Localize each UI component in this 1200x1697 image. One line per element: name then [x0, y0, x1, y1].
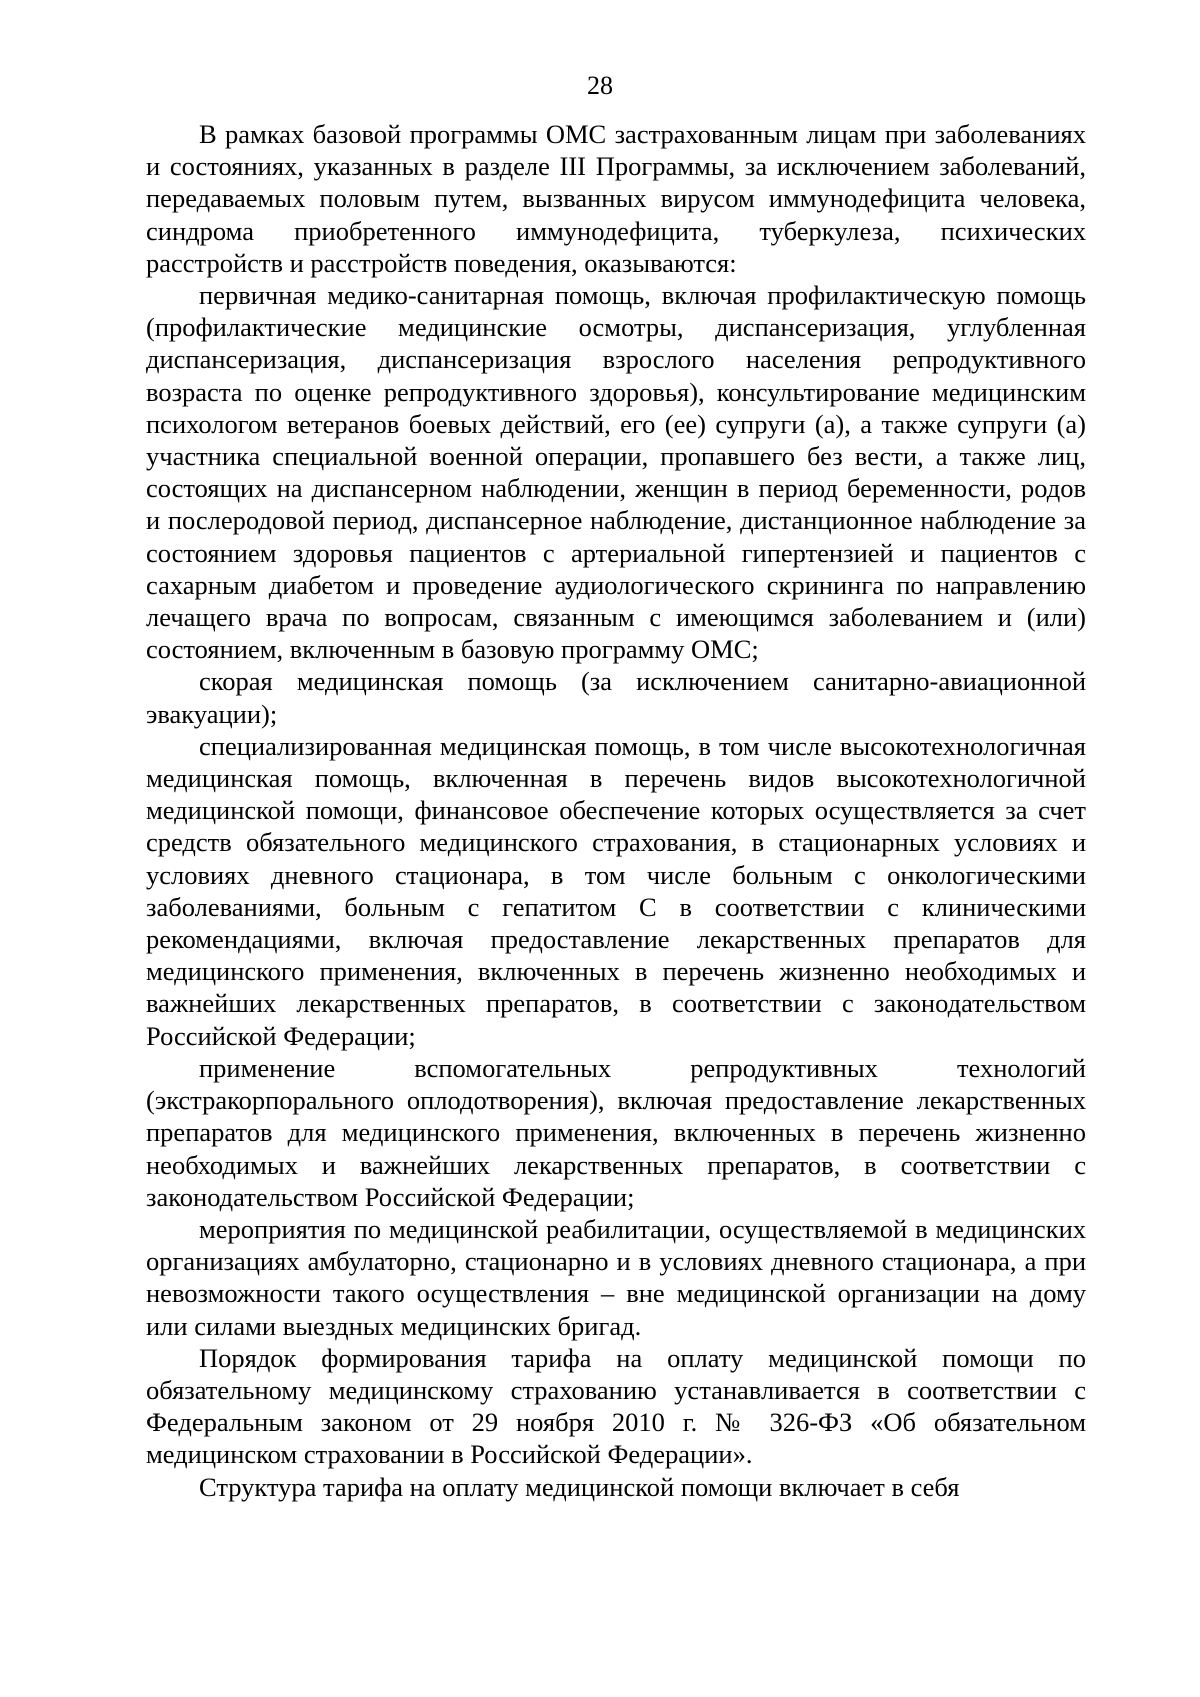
page-number: 28 [587, 71, 613, 100]
paragraph-primary-care: первичная медико-санитарная помощь, включая профилактическую помощь (профилактические медицинские осмотры, диспансеризация, углубленная диспансеризация, диспансеризация взрослого населения репродуктивного возраста по оценке репродуктивного здоровья), консультирование медицинским психологом ветеранов боевых действий, его (ее) супруги (а), а также супруги (а) участника специальной военной операции, пропавшего без вести, а также лиц, состоящих на диспансерном наблюдении, женщин в период беременности, родов и послеродовой период, диспансерное наблюдение, дистанционное наблюдение за состоянием здоровья пациентов с артериальной гипертензией и пациентов с сахарным диабетом и проведение аудиологического скрининга по направлению лечащего врача по вопросам, связанным с имеющимся заболеванием и (или) состоянием, включенным в базовую программу ОМС; [146, 280, 1086, 665]
paragraph-reproductive-technologies: применение вспомогательных репродуктивных технологий (экстракорпорального оплодотворения), включая предоставление лекарственных препаратов для медицинского применения, включенных в перечень жизненно необходимых и важнейших лекарственных препаратов, в соответствии с законодательством Российской Федерации; [146, 1052, 1086, 1212]
document-body [146, 118, 1086, 1503]
paragraph-tariff-procedure: Порядок формирования тарифа на оплату медицинской помощи по обязательному медицинскому страхованию устанавливается в соответствии с Федеральным законом от 29 ноября 2010 г. № 326-ФЗ «Об обязательном медицинском страховании в Российской Федерации». [146, 1342, 1086, 1470]
paragraph-tariff-structure: Структура тарифа на оплату медицинской помощи включает в себя [199, 1471, 960, 1502]
paragraph-rehabilitation: мероприятия по медицинской реабилитации, осуществляемой в медицинских организациях амбулаторно, стационарно и в условиях дневного стационара, а при невозможности такого осуществления – вне медицинской организации на дому или силами выездных медицинских бригад. [146, 1213, 1086, 1341]
paragraph-intro: В рамках базовой программы ОМС застрахованным лицам при заболеваниях и состояниях, указанных в разделе III Программы, за исключением заболеваний, передаваемых половым путем, вызванных вирусом иммунодефицита человека, синдрома приобретенного иммунодефицита, туберкулеза, психических расстройств и расстройств поведения, оказываются: [146, 119, 1086, 278]
paragraph-emergency-care: скорая медицинская помощь (за исключением санитарно-авиационной эвакуации); [146, 666, 1086, 729]
paragraph-specialized-care: специализированная медицинская помощь, в том числе высокотехнологичная медицинская помощь, включенная в перечень видов высокотехнологичной медицинской помощи, финансовое обеспечение которых осуществляется за счет средств обязательного медицинского страхования, в стационарных условиях и условиях дневного стационара, в том числе больным с онкологическими заболеваниями, больным с гепатитом С в соответствии с клиническими рекомендациями, включая предоставление лекарственных препаратов для медицинского применения, включенных в перечень жизненно необходимых и важнейших лекарственных препаратов, в соответствии с законодательством Российской Федерации; [146, 730, 1086, 1051]
